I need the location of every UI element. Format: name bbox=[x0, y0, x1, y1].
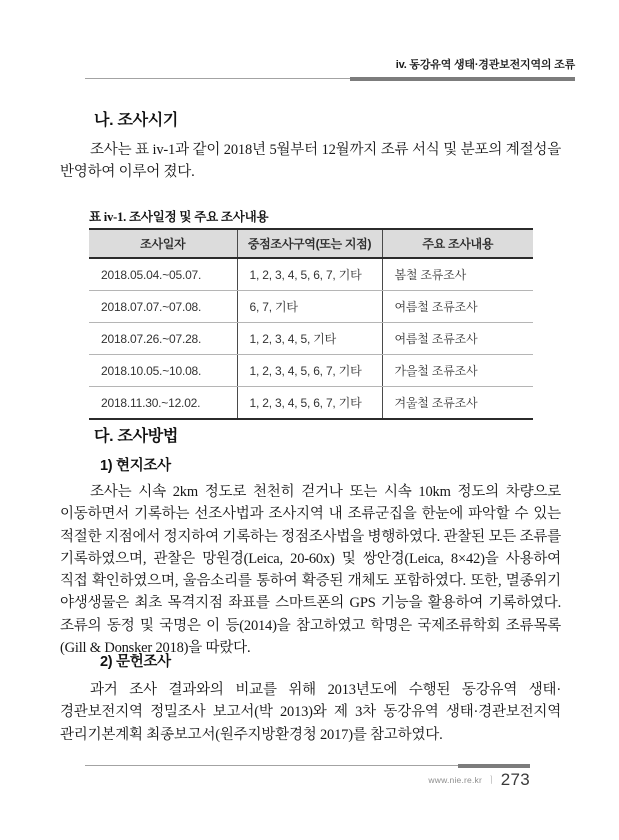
table-header-row bbox=[89, 229, 533, 258]
field-survey-paragraph: 조사는 시속 2km 정도로 천천히 걷거나 또는 시속 10km 정도의 차량으로 이동하면서 기록하는 선조사법과 조사지역 내 조류군집을 한눈에 파악할 수 있는 적절한 지점에서 정지하여 기록하는 정점조사법을 병행하였다. 관찰된 모든 조류를 기록하였으며, 관찰은 망원경(Leica, 20-60x) 및 쌍안경(Leica, 8×42)을 사용하여 직접 확인하였으며, 울음소리를 통하여 확증된 개체도 포함하였다. 또한, 멸종위기 야생생물은 최초 목격지점 좌표를 스마트폰의 GPS 기능을 활용하여 기록하였다. 조류의 동정 및 국명은 이 등(2014)을 참고하였고 학명은 국제조류학회 조류목록(Gill & Donsker 2018)을 따랐다. bbox=[60, 484, 561, 657]
footer-separator: ㅣ bbox=[487, 775, 496, 785]
footer-website: www.nie.re.kr bbox=[428, 774, 483, 785]
page-number: 273 bbox=[500, 770, 530, 789]
column-header-area: 중점조사구역(또는 지점) bbox=[237, 229, 382, 258]
column-header-date: 조사일자 bbox=[89, 229, 237, 258]
footer-rule-thin-segment bbox=[85, 765, 458, 766]
table-caption: 표 iv-1. 조사일정 및 주요 조사내용 bbox=[89, 210, 269, 224]
cell-area: 1, 2, 3, 4, 5, 기타 bbox=[237, 323, 382, 355]
header-rule-thick-segment bbox=[350, 77, 575, 81]
header-rule bbox=[85, 76, 575, 81]
cell-date: 2018.05.04.~05.07. bbox=[89, 258, 237, 291]
section-heading-survey-method: 다. 조사방법 bbox=[94, 428, 179, 445]
survey-schedule-table bbox=[89, 228, 533, 420]
footer-rule-thick-segment bbox=[458, 764, 530, 768]
cell-area: 1, 2, 3, 4, 5, 6, 7, 기타 bbox=[237, 355, 382, 387]
cell-date: 2018.11.30.~12.02. bbox=[89, 387, 237, 420]
running-header-title: iv. 동강유역 생태·경관보전지역의 조류 bbox=[395, 59, 575, 71]
cell-area: 1, 2, 3, 4, 5, 6, 7, 기타 bbox=[237, 258, 382, 291]
literature-survey-paragraph: 과거 조사 결과와의 비교를 위해 2013년도에 수행된 동강유역 생태·경관보전지역 정밀조사 보고서(박 2013)와 제 3차 동강유역 생태·경관보전지역 관리기본계획 최종보고서(원주지방환경청 2017)를 참고하였다. bbox=[60, 682, 561, 743]
cell-content: 봄철 조류조사 bbox=[382, 258, 533, 291]
survey-period-paragraph: 조사는 표 iv-1과 같이 2018년 5월부터 12월까지 조류 서식 및 분포의 계절성을 반영하여 이루어 졌다. bbox=[60, 142, 561, 181]
cell-content: 가을철 조류조사 bbox=[382, 355, 533, 387]
table-row bbox=[89, 355, 533, 387]
cell-date: 2018.10.05.~10.08. bbox=[89, 355, 237, 387]
cell-date: 2018.07.26.~07.28. bbox=[89, 323, 237, 355]
table-row bbox=[89, 258, 533, 291]
subsection-heading-field-survey: 1) 현지조사 bbox=[100, 458, 171, 474]
cell-content: 여름철 조류조사 bbox=[382, 291, 533, 323]
table-row bbox=[89, 387, 533, 420]
section-heading-survey-period: 나. 조사시기 bbox=[94, 112, 179, 129]
cell-date: 2018.07.07.~07.08. bbox=[89, 291, 237, 323]
cell-area: 6, 7, 기타 bbox=[237, 291, 382, 323]
table-row bbox=[89, 291, 533, 323]
cell-content: 겨울철 조류조사 bbox=[394, 396, 478, 410]
subsection-heading-literature-survey: 2) 문헌조사 bbox=[100, 654, 171, 670]
footer-info bbox=[85, 771, 530, 788]
cell-area: 1, 2, 3, 4, 5, 6, 7, 기타 bbox=[237, 387, 382, 420]
column-header-content: 주요 조사내용 bbox=[382, 229, 533, 258]
cell-content: 여름철 조류조사 bbox=[382, 323, 533, 355]
table-row bbox=[89, 323, 533, 355]
footer-rule bbox=[85, 763, 530, 768]
header-rule-thin-segment bbox=[85, 78, 350, 79]
